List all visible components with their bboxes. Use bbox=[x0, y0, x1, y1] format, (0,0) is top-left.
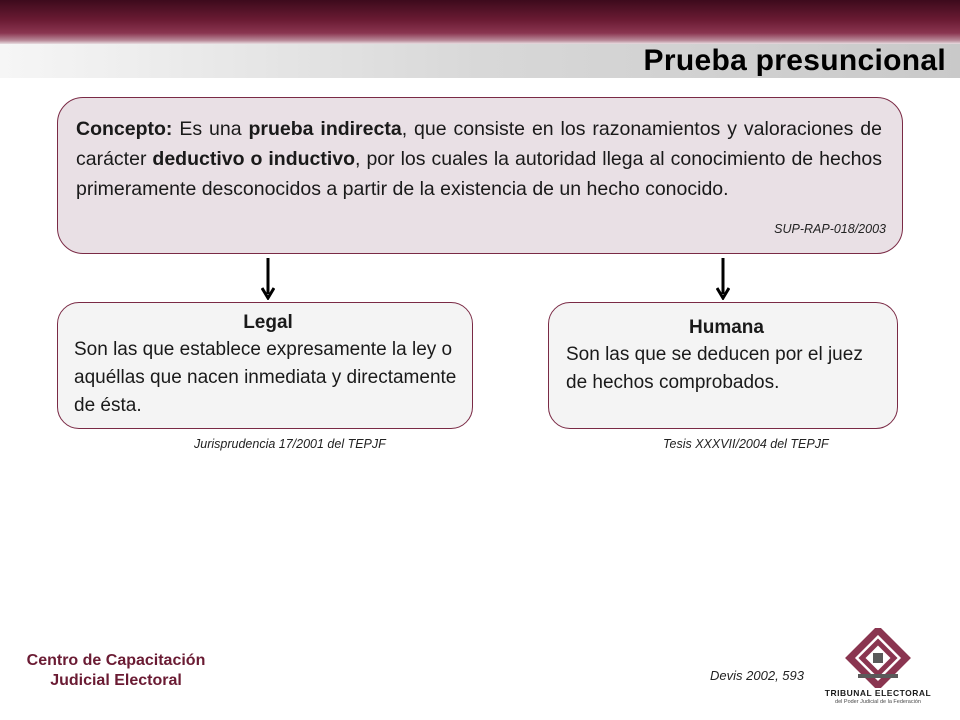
concept-text-part-3: , por los cuales la autoridad llega al conocimiento de hechos primeramente desconocidos a partir de la existencia de un hecho conocido. bbox=[76, 148, 883, 200]
org-name bbox=[0, 651, 232, 691]
arrow-down-icon bbox=[261, 258, 275, 300]
legal-text: Son las que establece expresamente la ley o aquéllas que nacen inmediata y directamente de ésta. bbox=[74, 339, 457, 416]
concept-bold-indirecta: prueba indirecta bbox=[248, 118, 402, 140]
concept-text-part-1: Es una bbox=[172, 118, 249, 140]
logo-line-1: TRIBUNAL ELECTORAL bbox=[824, 688, 932, 698]
concept-bold-deductivo: deductivo o inductivo bbox=[152, 148, 356, 170]
concept-box bbox=[57, 97, 903, 254]
concept-reference: SUP-RAP-018/2003 bbox=[774, 222, 886, 236]
arrow-down-icon bbox=[716, 258, 730, 300]
humana-text: Son las que se deducen por el juez de hechos comprobados. bbox=[566, 344, 863, 393]
page-title: Prueba presuncional bbox=[643, 44, 946, 77]
header-band bbox=[0, 0, 960, 44]
logo-line-2: del Poder Judicial de la Federación bbox=[835, 699, 921, 705]
org-line-1: Centro de Capacitación bbox=[26, 652, 206, 669]
humana-reference: Tesis XXXVII/2004 del TEPJF bbox=[663, 437, 829, 451]
humana-box bbox=[548, 302, 898, 429]
concept-text bbox=[76, 114, 882, 204]
humana-title: Humana bbox=[689, 317, 764, 338]
legal-title: Legal bbox=[243, 312, 293, 333]
concept-text-part-2: , que consiste en los razonamientos y valoraciones de carácter bbox=[76, 118, 882, 170]
tribunal-emblem-icon bbox=[808, 628, 948, 688]
legal-reference: Jurisprudencia 17/2001 del TEPJF bbox=[194, 437, 386, 451]
citation: Devis 2002, 593 bbox=[710, 668, 804, 683]
org-line-2: Judicial Electoral bbox=[50, 672, 182, 689]
concept-label: Concepto: bbox=[76, 118, 173, 140]
legal-box bbox=[57, 302, 473, 429]
tribunal-logo bbox=[808, 628, 948, 708]
